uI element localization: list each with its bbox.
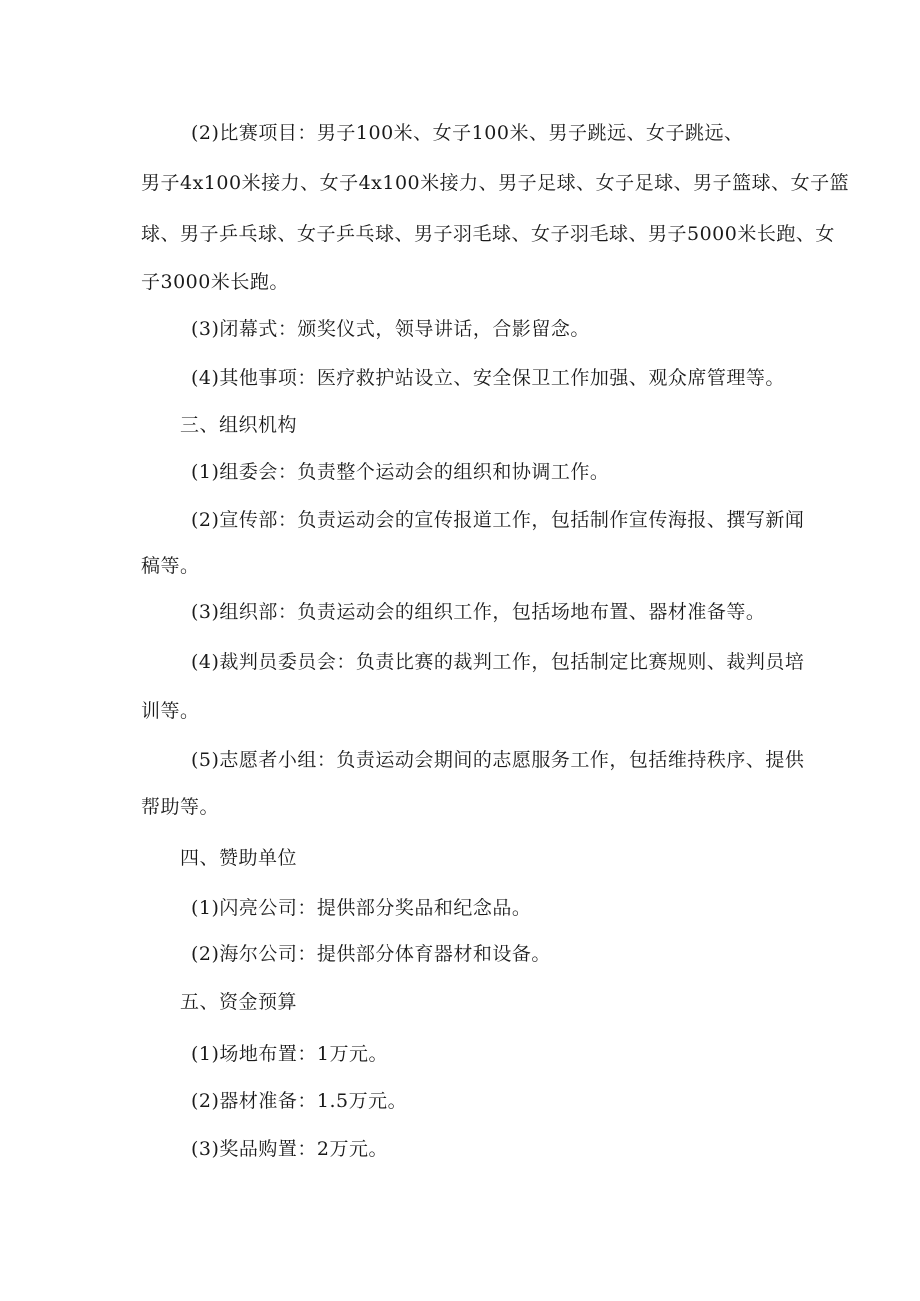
item-3-closing: (3)闭幕式：颁奖仪式，领导讲话，合影留念。: [191, 318, 590, 340]
section-heading-budget: 五、资金预算: [180, 991, 298, 1013]
section-heading-sponsors: 四、赞助单位: [180, 847, 298, 869]
org-item-1: (1)组委会：负责整个运动会的组织和协调工作。: [191, 461, 610, 483]
budget-item-1: (1)场地布置：1万元。: [191, 1043, 389, 1065]
org-item-4-line-1: (4)裁判员委员会：负责比赛的裁判工作，包括制定比赛规则、裁判员培: [191, 651, 805, 673]
org-item-5-line-2: 帮助等。: [141, 796, 220, 818]
sponsor-item-1: (1)闪亮公司：提供部分奖品和纪念品。: [191, 897, 532, 919]
item-2-line-2: 男子4x100米接力、女子4x100米接力、男子足球、女子足球、男子篮球、女子篮: [141, 172, 850, 194]
budget-item-2: (2)器材准备：1.5万元。: [191, 1090, 408, 1112]
org-item-4-line-2: 训等。: [141, 700, 200, 722]
org-item-2-line-1: (2)宣传部：负责运动会的宣传报道工作，包括制作宣传海报、撰写新闻: [191, 509, 805, 531]
org-item-3: (3)组织部：负责运动会的组织工作，包括场地布置、器材准备等。: [191, 601, 766, 623]
item-4-other: (4)其他事项：医疗救护站设立、安全保卫工作加强、观众席管理等。: [191, 367, 785, 389]
org-item-5-line-1: (5)志愿者小组：负责运动会期间的志愿服务工作，包括维持秩序、提供: [191, 749, 805, 771]
item-2-line-3: 球、男子乒乓球、女子乒乓球、男子羽毛球、女子羽毛球、男子5000米长跑、女: [141, 223, 835, 245]
org-item-2-line-2: 稿等。: [141, 555, 200, 577]
section-heading-organization: 三、组织机构: [180, 414, 298, 436]
budget-item-3: (3)奖品购置：2万元。: [191, 1138, 389, 1160]
item-2-line-1: (2)比赛项目：男子100米、女子100米、男子跳远、女子跳远、: [191, 122, 744, 144]
sponsor-item-2: (2)海尔公司：提供部分体育器材和设备。: [191, 943, 551, 965]
item-2-line-4: 子3000米长跑。: [141, 271, 289, 293]
